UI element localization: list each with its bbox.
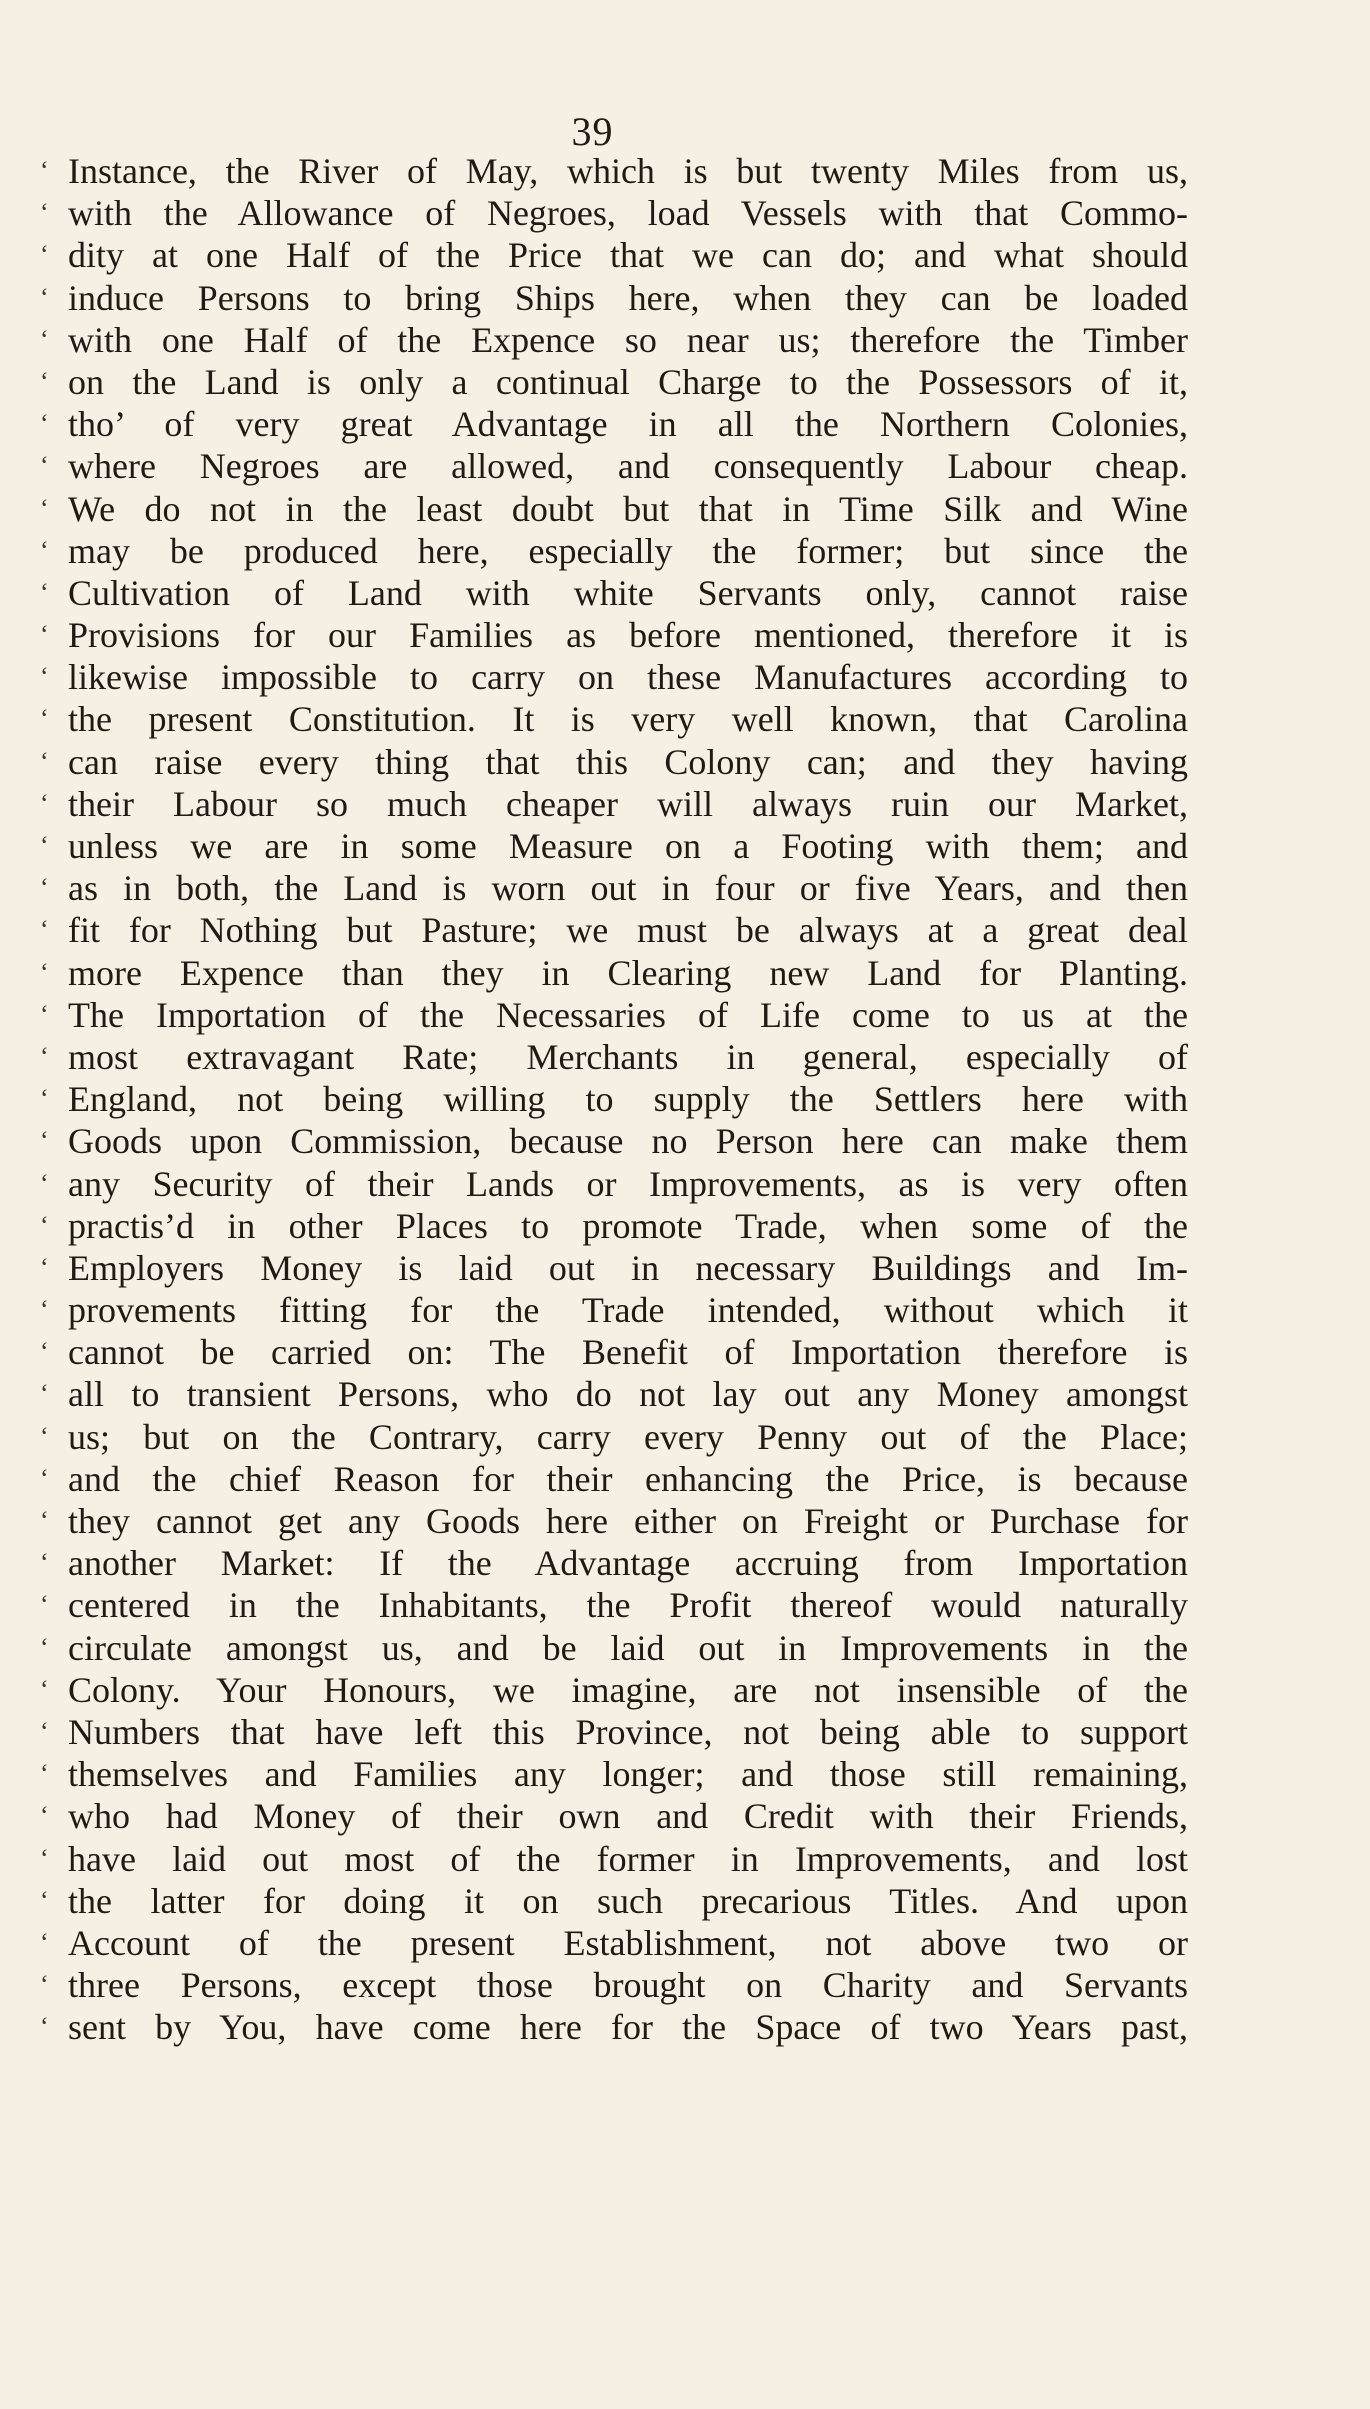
quotation-mark: ‘ bbox=[40, 240, 49, 270]
line-text: Numbers that have left this Province, not being able to support bbox=[68, 1711, 1188, 1752]
quotation-mark: ‘ bbox=[40, 1674, 49, 1704]
line-text: they cannot get any Goods here either on Freight or Purchase for bbox=[68, 1501, 1188, 1541]
line-text: where Negroes are allowed, and consequently Labour cheap. bbox=[68, 446, 1188, 487]
text-line bbox=[40, 994, 1188, 1036]
quotation-mark: ‘ bbox=[40, 915, 49, 945]
text-line bbox=[40, 488, 1188, 530]
quotation-mark: ‘ bbox=[40, 1590, 49, 1620]
text-line bbox=[40, 403, 1188, 445]
line-text: unless we are in some Measure on a Footing with them; and bbox=[68, 826, 1188, 866]
text-line bbox=[40, 1964, 1188, 2006]
line-text: fit for Nothing but Pasture; we must be always at a great deal bbox=[68, 910, 1188, 951]
quotation-mark: ‘ bbox=[40, 746, 49, 776]
quotation-mark: ‘ bbox=[40, 1970, 49, 2000]
quotation-mark: ‘ bbox=[40, 1168, 49, 1198]
line-text: can raise every thing that this Colony can; and they having bbox=[68, 741, 1188, 782]
text-line bbox=[40, 1416, 1188, 1458]
text-line bbox=[40, 656, 1188, 698]
line-text: Instance, the River of May, which is but twenty Miles from us, bbox=[68, 151, 1188, 191]
text-line bbox=[40, 1627, 1188, 1669]
quotation-mark: ‘ bbox=[40, 493, 49, 523]
line-text: sent by You, have come here for the Space of two Years past, bbox=[68, 2007, 1188, 2048]
line-text: Provisions for our Families as before mentioned, therefore it is bbox=[68, 615, 1188, 656]
line-text: Employers Money is laid out in necessary Buildings and Im- bbox=[68, 1247, 1188, 1288]
line-text: centered in the Inhabitants, the Profit thereof would naturally bbox=[68, 1585, 1188, 1626]
line-text: who had Money of their own and Credit with their Friends, bbox=[68, 1796, 1188, 1837]
quotation-mark: ‘ bbox=[40, 1126, 49, 1156]
line-text: most extravagant Rate; Merchants in general, especially of bbox=[68, 1036, 1188, 1077]
text-line bbox=[40, 698, 1188, 740]
quotation-mark: ‘ bbox=[40, 1252, 49, 1282]
quotation-mark: ‘ bbox=[40, 999, 49, 1029]
line-text: circulate amongst us, and be laid out in Improvements in the bbox=[68, 1627, 1188, 1668]
line-text: more Expence than they in Clearing new Land for Planting. bbox=[68, 952, 1188, 993]
line-text: as in both, the Land is worn out in four or five Years, and then bbox=[68, 868, 1188, 909]
quotation-mark: ‘ bbox=[40, 1337, 49, 1367]
line-text: the present Constitution. It is very well known, that Carolina bbox=[68, 699, 1188, 740]
quotation-mark: ‘ bbox=[40, 535, 49, 565]
text-line bbox=[40, 1289, 1188, 1331]
line-text: with one Half of the Expence so near us; therefore the Timber bbox=[68, 319, 1188, 360]
text-line bbox=[40, 234, 1188, 276]
quotation-mark: ‘ bbox=[40, 1759, 49, 1789]
line-text: us; but on the Contrary, carry every Penny out of the Place; bbox=[68, 1416, 1188, 1457]
quotation-mark: ‘ bbox=[40, 620, 49, 650]
line-text: provements fitting for the Trade intended, without which it bbox=[68, 1290, 1188, 1331]
quotation-mark: ‘ bbox=[40, 451, 49, 481]
line-text: all to transient Persons, who do not lay out any Money amongst bbox=[68, 1374, 1188, 1415]
quotation-mark: ‘ bbox=[40, 2012, 49, 2042]
quotation-mark: ‘ bbox=[40, 1632, 49, 1662]
text-line bbox=[40, 530, 1188, 572]
quotation-mark: ‘ bbox=[40, 366, 49, 396]
text-line bbox=[40, 572, 1188, 614]
line-text: The Importation of the Necessaries of Life come to us at the bbox=[68, 994, 1188, 1035]
text-line bbox=[40, 1542, 1188, 1584]
text-line bbox=[40, 867, 1188, 909]
quotation-mark: ‘ bbox=[40, 1463, 49, 1493]
quotation-mark: ‘ bbox=[40, 156, 49, 185]
text-line bbox=[40, 319, 1188, 361]
line-text: another Market: If the Advantage accruing from Importation bbox=[68, 1543, 1188, 1584]
text-line bbox=[40, 783, 1188, 825]
text-line bbox=[40, 1458, 1188, 1500]
line-text: tho’ of very great Advantage in all the Northern Colonies, bbox=[68, 404, 1188, 445]
line-text: and the chief Reason for their enhancing the Price, is because bbox=[68, 1458, 1188, 1499]
quotation-mark: ‘ bbox=[40, 662, 49, 692]
quotation-mark: ‘ bbox=[40, 831, 49, 860]
text-line bbox=[40, 1753, 1188, 1795]
text-line bbox=[40, 909, 1188, 951]
text-line bbox=[40, 192, 1188, 234]
line-text: practis’d in other Places to promote Trade, when some of the bbox=[68, 1205, 1188, 1246]
quotation-mark: ‘ bbox=[40, 788, 49, 818]
quotation-mark: ‘ bbox=[40, 1084, 49, 1114]
text-line bbox=[40, 1922, 1188, 1964]
quotation-mark: ‘ bbox=[40, 704, 49, 734]
line-text: likewise impossible to carry on these Manufactures according to bbox=[68, 657, 1188, 698]
quotation-mark: ‘ bbox=[40, 1716, 49, 1746]
line-text: their Labour so much cheaper will always ruin our Market, bbox=[68, 783, 1188, 824]
line-text: Goods upon Commission, because no Person here can make them bbox=[68, 1121, 1188, 1162]
line-text: any Security of their Lands or Improvements, as is very often bbox=[68, 1163, 1188, 1204]
text-line bbox=[40, 1036, 1188, 1078]
line-text: may be produced here, especially the former; but since the bbox=[68, 530, 1188, 571]
quotation-mark: ‘ bbox=[40, 1548, 49, 1578]
line-text: the latter for doing it on such precarious Titles. And upon bbox=[68, 1880, 1188, 1921]
line-text: dity at one Half of the Price that we can do; and what should bbox=[68, 235, 1188, 276]
text-line bbox=[40, 1163, 1188, 1205]
line-text: with the Allowance of Negroes, load Vessels with that Commo- bbox=[68, 193, 1188, 234]
line-text: England, not being willing to supply the Settlers here with bbox=[68, 1079, 1188, 1120]
text-line bbox=[40, 1373, 1188, 1415]
line-text: Cultivation of Land with white Servants only, cannot raise bbox=[68, 572, 1188, 613]
quotation-mark: ‘ bbox=[40, 1927, 49, 1957]
text-line bbox=[40, 2006, 1188, 2048]
line-text: induce Persons to bring Ships here, when they can be loaded bbox=[68, 277, 1188, 318]
page-number: 39 bbox=[571, 109, 614, 154]
text-line bbox=[40, 361, 1188, 403]
quotation-mark: ‘ bbox=[40, 198, 49, 228]
body-text bbox=[40, 150, 1188, 2048]
line-text: three Persons, except those brought on Charity and Servants bbox=[68, 1965, 1188, 2006]
quotation-mark: ‘ bbox=[40, 1885, 49, 1915]
text-line bbox=[40, 614, 1188, 656]
quotation-mark: ‘ bbox=[40, 1843, 49, 1873]
line-text: Colony. Your Honours, we imagine, are not insensible of the bbox=[68, 1669, 1188, 1710]
text-line bbox=[40, 1331, 1188, 1373]
quotation-mark: ‘ bbox=[40, 1210, 49, 1240]
text-line bbox=[40, 1838, 1188, 1880]
text-line bbox=[40, 445, 1188, 487]
text-line bbox=[40, 1669, 1188, 1711]
line-text: Account of the present Establishment, not above two or bbox=[68, 1922, 1188, 1963]
quotation-mark: ‘ bbox=[40, 1506, 49, 1535]
quotation-mark: ‘ bbox=[40, 1295, 49, 1325]
text-line bbox=[40, 1120, 1188, 1162]
quotation-mark: ‘ bbox=[40, 1421, 49, 1451]
text-line bbox=[40, 1584, 1188, 1626]
line-text: on the Land is only a continual Charge to the Possessors of it, bbox=[68, 361, 1188, 402]
quotation-mark: ‘ bbox=[40, 1379, 49, 1409]
quotation-mark: ‘ bbox=[40, 1041, 49, 1071]
quotation-mark: ‘ bbox=[40, 957, 49, 987]
text-line bbox=[40, 825, 1188, 867]
line-text: We do not in the least doubt but that in Time Silk and Wine bbox=[68, 488, 1188, 529]
quotation-mark: ‘ bbox=[40, 1801, 49, 1831]
quotation-mark: ‘ bbox=[40, 577, 49, 607]
line-text: cannot be carried on: The Benefit of Importation therefore is bbox=[68, 1332, 1188, 1373]
text-line bbox=[40, 1078, 1188, 1120]
line-text: have laid out most of the former in Improvements, and lost bbox=[68, 1838, 1188, 1879]
quotation-mark: ‘ bbox=[40, 282, 49, 312]
text-line bbox=[40, 277, 1188, 319]
text-line bbox=[40, 1711, 1188, 1753]
text-line bbox=[40, 952, 1188, 994]
text-line bbox=[40, 1795, 1188, 1837]
quotation-mark: ‘ bbox=[40, 873, 49, 903]
text-line bbox=[40, 1247, 1188, 1289]
quotation-mark: ‘ bbox=[40, 409, 49, 439]
quotation-mark: ‘ bbox=[40, 324, 49, 354]
text-line bbox=[40, 741, 1188, 783]
text-line bbox=[40, 1205, 1188, 1247]
text-line bbox=[40, 150, 1188, 192]
text-line bbox=[40, 1880, 1188, 1922]
text-line bbox=[40, 1500, 1188, 1542]
line-text: themselves and Families any longer; and those still remaining, bbox=[68, 1754, 1188, 1795]
